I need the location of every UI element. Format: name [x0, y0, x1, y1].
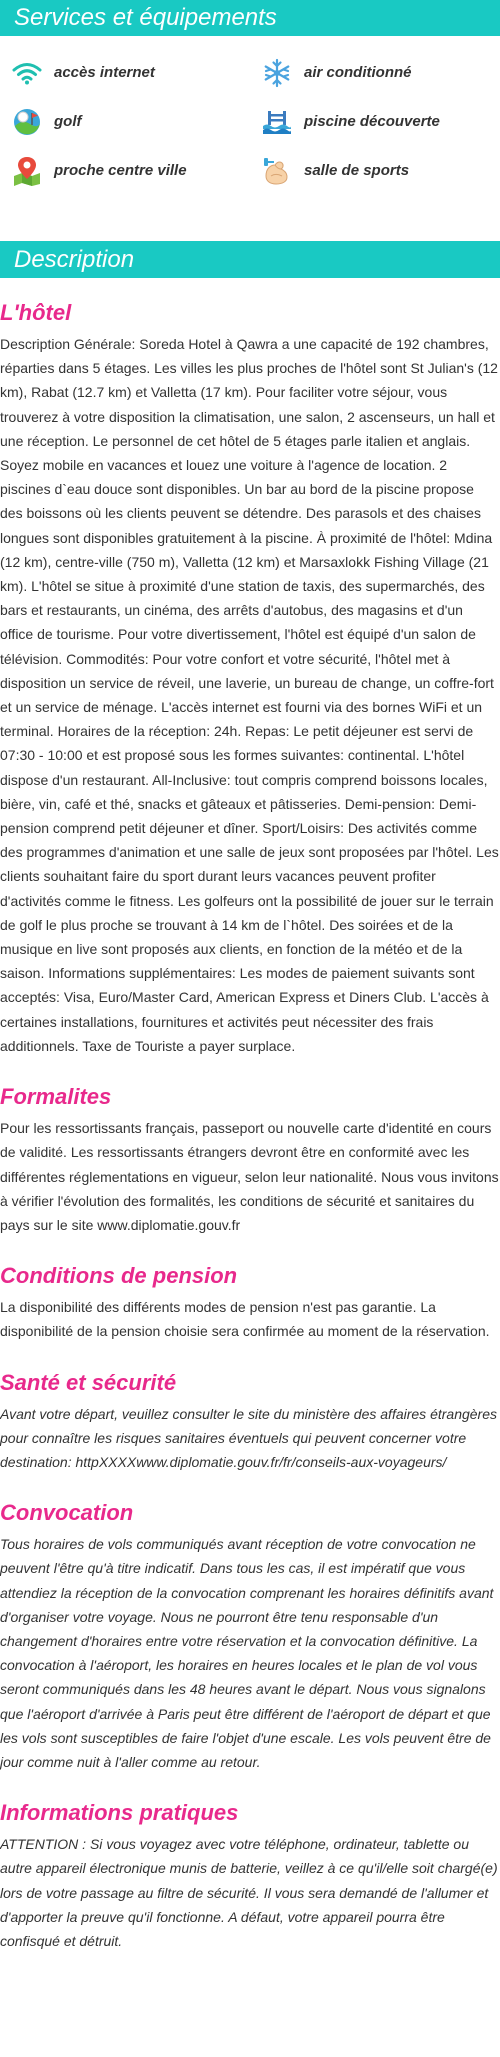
description-content	[0, 278, 500, 1953]
amenity-ac	[262, 54, 500, 91]
amenity-center	[12, 152, 262, 189]
amenity-label: accès internet	[54, 64, 155, 81]
services-header: Services et équipements	[0, 0, 500, 36]
section-title: Conditions de pension	[0, 1263, 238, 1289]
amenities-grid	[0, 36, 500, 189]
wifi-icon	[12, 58, 42, 88]
section-title: Convocation	[0, 1500, 134, 1526]
section-text: ATTENTION : Si vous voyagez avec votre téléphone, ordinateur, tablette ou autre appareil électronique munis de batterie, veillez à ce qu'il/elle soit chargé(e) lors de votre passage au filtre de sécurité. Il vous sera demandé de l'allumer et d'apporter la preuve qu'il fonctionne. A défaut, votre appareil pourra être confisqué et détruit.	[0, 1836, 498, 1949]
amenity-label: proche centre ville	[54, 162, 187, 179]
section-sante	[0, 1368, 500, 1475]
section-title: Formalites	[0, 1084, 112, 1110]
section-formalites	[0, 1082, 500, 1237]
amenity-label: air conditionné	[304, 64, 412, 81]
section-text: Pour les ressortissants français, passeport ou nouvelle carte d'identité en cours de validité. Les ressortissants étrangers devront être en conformité avec les différentes réglementations en vigueur, selon leur nationalité. Nous vous invitons à vérifier l'évolution des formalités, les conditions de sécurité et sanitaires du pays sur le site www.diplomatie.gouv.fr	[0, 1120, 499, 1233]
section-text: Tous horaires de vols communiqués avant réception de votre convocation ne peuvent l'être qu'à titre indicatif. Dans tous les cas, il est impératif que vous attendiez la réception de la convocation comprenant les horaires définitifs avant d'organiser votre voyage. Nous ne pourront être tenu responsable d'un changement d'horaires entre votre réservation et la convocation définitive. La convocation à l'aéroport, les horaires en heures locales et le plan de vol vous seront communiqués dans les 48 heures avant le départ. Nous vous signalons que l'aéroport d'arrivée à Paris peut être différent de l'aéroport de départ et que les vols sont susceptibles de faire l'objet d'une escale. Les vols peuvent être de jour comme nuit à l'aller comme au retour.	[0, 1536, 494, 1770]
amenity-pool	[262, 103, 500, 140]
amenity-label: salle de sports	[304, 162, 410, 179]
amenity-label: golf	[54, 113, 82, 130]
section-pension	[0, 1261, 500, 1343]
section-title: Santé et sécurité	[0, 1369, 177, 1395]
amenity-label: piscine découverte	[304, 113, 440, 130]
section-hotel	[0, 298, 500, 1058]
amenity-internet	[12, 54, 262, 91]
section-text: Avant votre départ, veuillez consulter le site du ministère des affaires étrangères pour connaître les risques sanitaires éventuels qui peuvent concerner votre destination: httpXXXXwww.diplomatie.gouv.fr/fr/conseils-aux-voyageurs/	[0, 1405, 497, 1470]
description-header: Description	[0, 241, 500, 278]
golf-icon	[12, 107, 42, 137]
section-title: Informations pratiques	[0, 1800, 239, 1826]
pool-icon	[262, 107, 292, 137]
snowflake-icon	[262, 58, 292, 88]
section-convocation	[0, 1498, 500, 1774]
dumbbell-icon	[262, 156, 292, 186]
section-title: L'hôtel	[0, 300, 72, 325]
map-pin-icon	[12, 156, 42, 186]
section-infos	[0, 1798, 500, 1953]
section-text: Description Générale: Soreda Hotel à Qawra a une capacité de 192 chambres, réparties dans 5 étages. Les villes les plus proches de l'hôtel sont St Julian's (12 km), Rabat (12.7 km) et Valletta (17 km). Pour faciliter votre séjour, vous trouverez à votre disposition la climatisation, une salon, 2 ascenseurs, un hall et une réception. Le personnel de cet hôtel de 5 étages parle italien et anglais. Soyez mobile en vacances et louez une voiture à l'agence de location. 2 piscines d`eau douce sont disponibles. Un bar au bord de la piscine propose des boissons où les clients peuvent se détendre. Des parasols et des chaises longues sont disponibles gratuitement à la piscine. À proximité de l'hôtel: Mdina (12 km), centre-ville (750 m), Valletta (12 km) et Marsaxlokk Fishing Village (21 km). L'hôtel se situe à proximité d'une station de taxis, des supermarchés, des bars et restaurants, un cinéma, des arrêts d'autobus, des magasins et d'un office de tourisme. Pour votre divertissement, l'hôtel est équipé d'un salon de télévision. Commodités: Pour votre confort et votre sécurité, l'hôtel met à disposition un service de réveil, une laverie, un bureau de change, un coffre-fort et un service de ménage. L'accès internet est fourni via des bornes WiFi et un terminal. Horaires de la réception: 24h. Repas: Le petit déjeuner est servi de 07:30 - 10:00 et est proposé sous les formes suivantes: continental. L'hôtel dispose d'un restaurant. All-Inclusive: tout compris comprend boissons locales, bière, vin, café et thé, snacks et gâteaux et pâtisseries. Demi-pension: Demi-pension comprend petit déjeuner et dîner. Sport/Loisirs: Des activités comme des programmes d'animation et une salle de jeux sont proposées par l'hôtel. Les clients souhaitant faire du sport durant leurs vacances peuvent profiter d'activités comme le fitness. Les golfeurs ont la possibilité de jouer sur le terrain de golf le plus proche se trouvant à 14 km de l`hôtel. Des soirées et de la musique en live sont proposés aux clients, en fonction de la météo et de la saison. Informations supplémentaires: Les modes de paiement suivants sont acceptés: Visa, Euro/Master Card, American Express et Diners Club. L'accès à certaines installations, fournitures et activités peut nécessiter des frais additionnels. Taxe de Touriste a payer surplace.	[0, 336, 499, 1054]
amenity-golf	[12, 103, 262, 140]
section-text: La disponibilité des différents modes de pension n'est pas garantie. La disponibilité de la pension choisie sera confirmée au moment de la réservation.	[0, 1299, 490, 1340]
amenity-gym	[262, 152, 500, 189]
